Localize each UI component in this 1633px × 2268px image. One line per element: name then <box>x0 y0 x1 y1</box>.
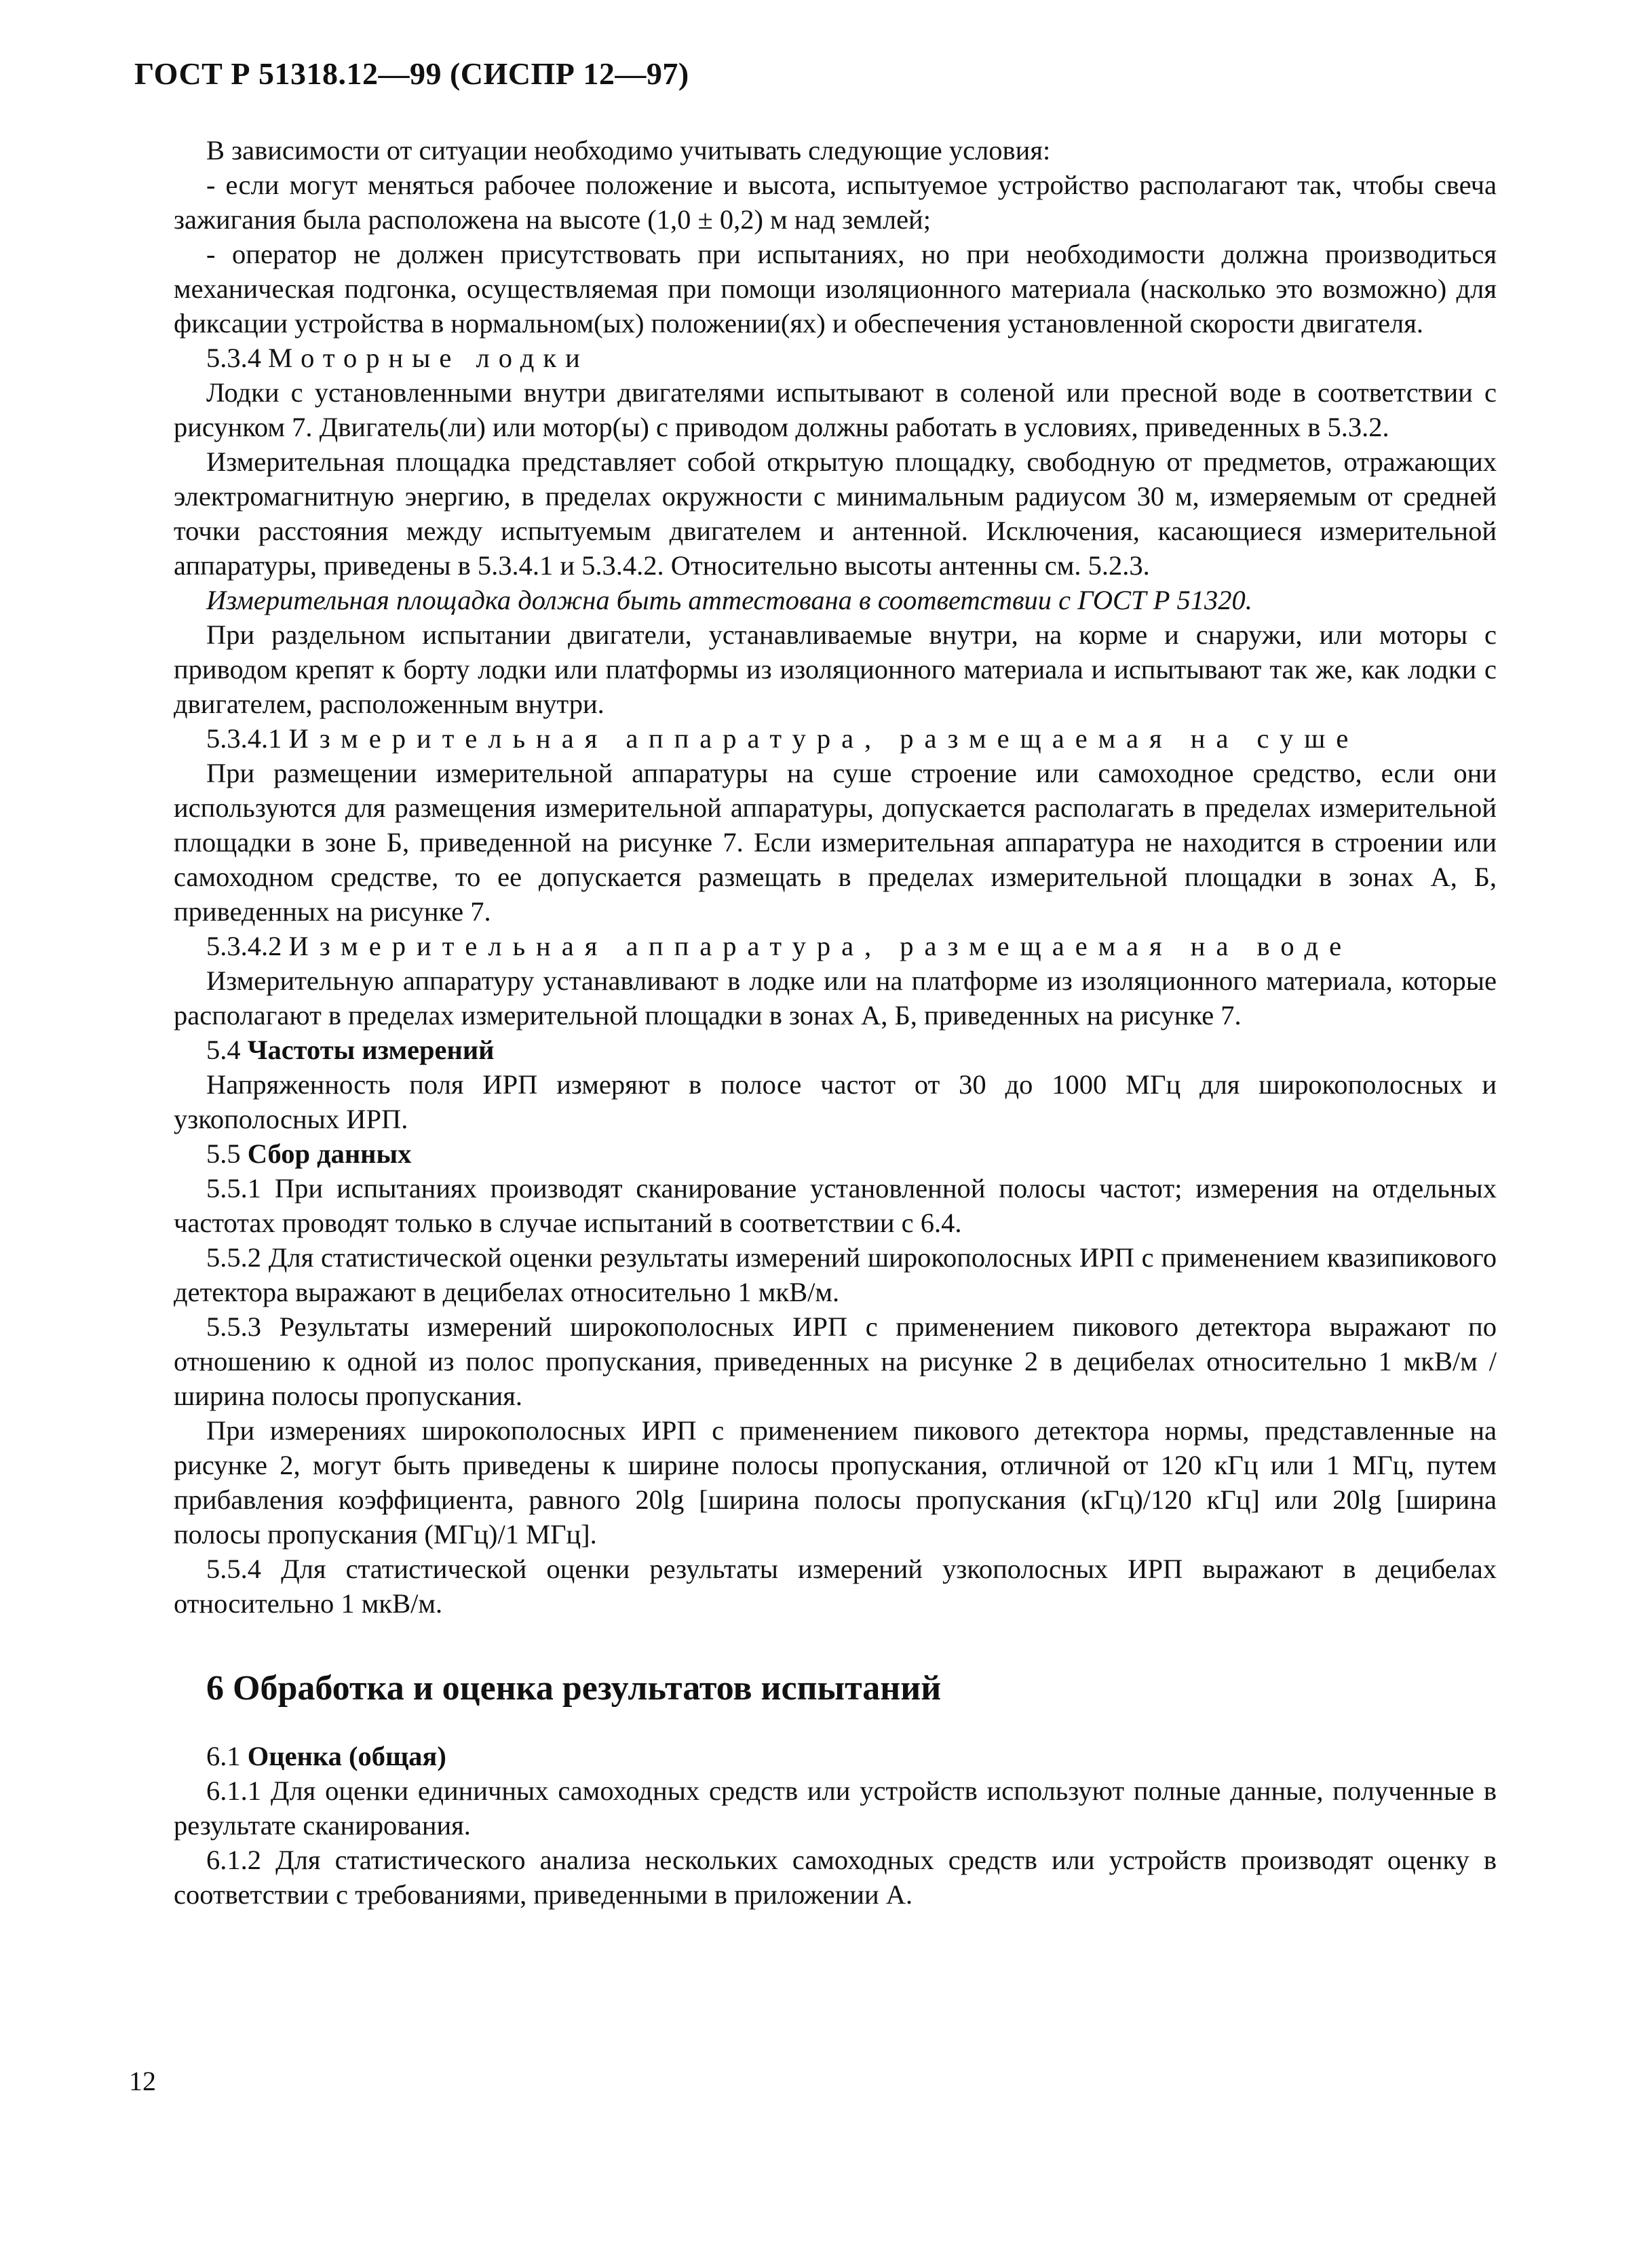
paragraph: 5.5.2 Для статистической оценки результаты измерений широкополосных ИРП с применением квазипикового детектора выражают в децибелах относительно 1 мкВ/м. <box>174 1242 1497 1307</box>
subsection-heading-5-3-4-2 <box>174 929 1497 963</box>
document-body <box>174 133 1497 1912</box>
subsection-heading-5-3-4-1 <box>174 721 1497 756</box>
section-number: 6.1 <box>206 1741 241 1771</box>
paragraph: Измерительная площадка представляет собой открытую площадку, свободную от предметов, отражающих электромагнитную энергию, в пределах окружности с минимальным радиусом 30 м, измеряемым от средней точки расстояния между испытуемым двигателем и антенной. Исключения, касающиеся измерительной аппаратуры, приведены в 5.3.4.1 и 5.3.4.2. Относительно высоты антенны см. 5.2.3. <box>174 446 1497 581</box>
section-number: 5.3.4.1 <box>206 723 282 754</box>
paragraph: 5.5.1 При испытаниях производят сканирование установленной полосы частот; измерения на отдельных частотах проводят только в случае испытаний в соответствии с 6.4. <box>174 1173 1497 1238</box>
section-heading-6: 6 Обработка и оценка результатов испытаний <box>206 1669 942 1708</box>
paragraph: 6.1.1 Для оценки единичных самоходных средств или устройств используют полные данные, полученные в результате сканирования. <box>174 1775 1497 1841</box>
section-number: 5.5 <box>206 1138 241 1169</box>
subsection-heading-5-4 <box>174 1033 1497 1067</box>
section-number: 5.4 <box>206 1035 241 1065</box>
paragraph-italic: Измерительная площадка должна быть аттестована в соответствии с ГОСТ Р 51320. <box>206 585 1252 615</box>
paragraph: При раздельном испытании двигатели, устанавливаемые внутри, на корме и снаружи, или моторы с приводом крепят к борту лодки или платформы из изоляционного материала и испытывают так же, как лодки с двигателем, расположенным внутри. <box>174 619 1497 719</box>
section-title: Сбор данных <box>247 1138 412 1169</box>
paragraph: 5.5.4 Для статистической оценки результаты измерений узкополосных ИРП выражают в децибелах относительно 1 мкВ/м. <box>174 1554 1497 1619</box>
section-title: Моторные лодки <box>268 343 589 373</box>
paragraph: Измерительную аппаратуру устанавливают в лодке или на платформе из изоляционного материала, которые располагают в пределах измерительной площадки в зонах А, Б, приведенных на рисунке 7. <box>174 965 1497 1031</box>
section-number: 5.3.4 <box>206 343 261 373</box>
subsection-heading-6-1 <box>174 1739 1497 1773</box>
paragraph: - оператор не должен присутствовать при испытаниях, но при необходимости должна производиться механическая подгонка, осуществляемая при помощи изоляционного материала (насколько это возможно) для фиксации устройства в нормальном(ых) положении(ях) и обеспечения установленной скорости двигателя. <box>174 239 1497 339</box>
page-number: 12 <box>129 2066 156 2096</box>
paragraph: Напряженность поля ИРП измеряют в полосе частот от 30 до 1000 МГц для широкополосных и узкополосных ИРП. <box>174 1069 1497 1134</box>
paragraph: При измерениях широкополосных ИРП с применением пикового детектора нормы, представленные на рисунке 2, могут быть приведены к ширине полосы пропускания, отличной от 120 кГц или 1 МГц, путем прибавления коэффициента, равного 20lg [ширина полосы пропускания (кГц)/120 кГц] или 20lg [ширина полосы пропускания (МГц)/1 МГц]. <box>174 1415 1497 1550</box>
paragraph: В зависимости от ситуации необходимо учитывать следующие условия: <box>206 135 1051 166</box>
document-header: ГОСТ Р 51318.12—99 (СИСПР 12—97) <box>134 56 689 91</box>
paragraph: 5.5.3 Результаты измерений широкополосных ИРП с применением пикового детектора выражают по отношению к одной из полос пропускания, приведенных на рисунке 2 в децибелах относительно 1 мкВ/м / ширина полосы пропускания. <box>174 1311 1497 1411</box>
paragraph: При размещении измерительной аппаратуры на суше строение или самоходное средство, если они используются для размещения измерительной аппаратуры, допускается располагать в пределах измерительной площадки в зоне Б, приведенной на рисунке 7. Если измерительная аппаратура не находится в строении или самоходном средстве, то ее допускается размещать в пределах измерительной площадки в зонах А, Б, приведенных на рисунке 7. <box>174 758 1497 927</box>
subsection-heading-5-5 <box>174 1136 1497 1171</box>
section-title: Оценка (общая) <box>247 1741 446 1771</box>
paragraph: Лодки с установленными внутри двигателями испытывают в соленой или пресной воде в соответствии с рисунком 7. Двигатель(ли) или мотор(ы) с приводом должны работать в условиях, приведенных в 5.3.2. <box>174 377 1497 442</box>
section-number: 5.3.4.2 <box>206 931 282 961</box>
paragraph: 6.1.2 Для статистического анализа нескольких самоходных средств или устройств производят оценку в соответствии с требованиями, приведенными в приложении А. <box>174 1845 1497 1910</box>
section-title: Измерительная аппаратура, размещаемая на воде <box>288 931 1353 961</box>
section-title: Частоты измерений <box>247 1035 495 1065</box>
section-title: Измерительная аппаратура, размещаемая на суше <box>288 723 1360 754</box>
subsection-heading-5-3-4 <box>174 341 1497 375</box>
paragraph: - если могут меняться рабочее положение и высота, испытуемое устройство располагают так, чтобы свеча зажигания была расположена на высоте (1,0 ± 0,2) м над землей; <box>174 170 1497 235</box>
